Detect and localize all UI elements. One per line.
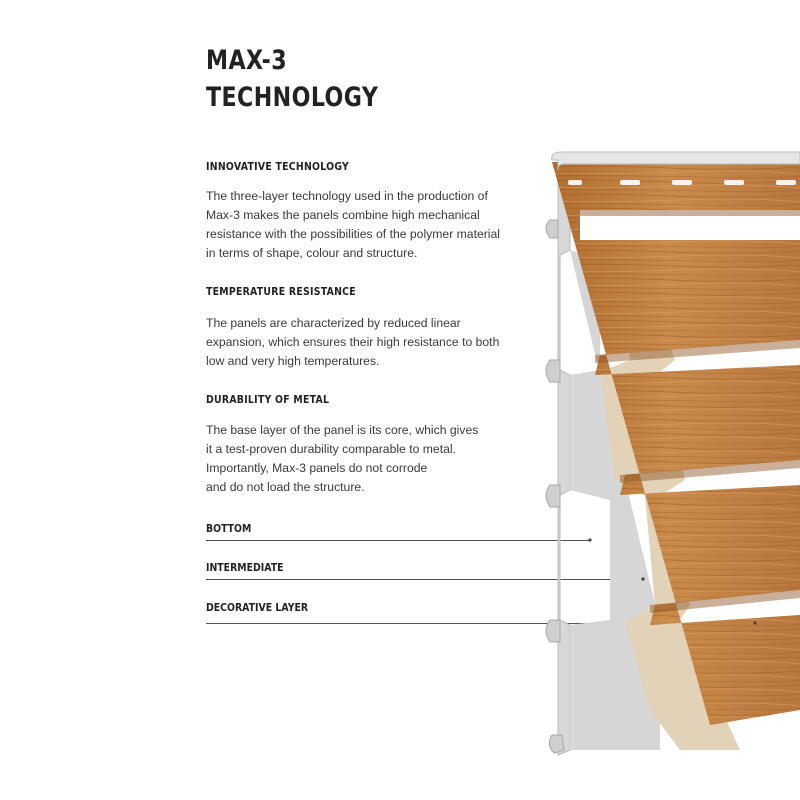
body-line: and do not load the structure. <box>206 480 365 494</box>
section-durability-of-metal <box>206 393 516 497</box>
body-line: The panels are characterized by reduced linear <box>206 316 461 330</box>
page-title <box>206 42 378 116</box>
body-line: resistance with the possibilities of the polymer material <box>206 227 500 241</box>
layer-label-bottom: BOTTOM <box>206 522 252 535</box>
body-line: low and very high temperatures. <box>206 354 380 368</box>
layer-leader-line-bottom <box>206 540 590 541</box>
section-body <box>206 314 516 371</box>
body-line: Max-3 makes the panels combine high mechanical <box>206 208 480 222</box>
body-line: Importantly, Max-3 panels do not corrode <box>206 461 428 475</box>
layer-label-intermediate: INTERMEDIATE <box>206 561 284 574</box>
body-line: The base layer of the panel is its core, which gives <box>206 423 479 437</box>
body-line: expansion, which ensures their high resistance to both <box>206 335 500 349</box>
section-body <box>206 187 516 263</box>
body-line: The three-layer technology used in the production of <box>206 189 488 203</box>
section-heading: DURABILITY OF METAL <box>206 393 330 406</box>
body-line: it a test-proven durability comparable to metal. <box>206 442 456 456</box>
layer-label-decorative: DECORATIVE LAYER <box>206 601 309 614</box>
title-line-1: MAX-3 <box>206 45 288 76</box>
title-line-2: TECHNOLOGY <box>206 82 379 113</box>
section-temperature-resistance <box>206 285 516 371</box>
body-line: in terms of shape, colour and structure. <box>206 246 418 260</box>
section-heading: INNOVATIVE TECHNOLOGY <box>206 160 350 173</box>
section-innovative-technology <box>206 160 516 263</box>
siding-panel-illustration <box>540 150 800 760</box>
section-heading: TEMPERATURE RESISTANCE <box>206 285 356 298</box>
bottom-layer <box>558 160 570 755</box>
section-body <box>206 421 516 497</box>
